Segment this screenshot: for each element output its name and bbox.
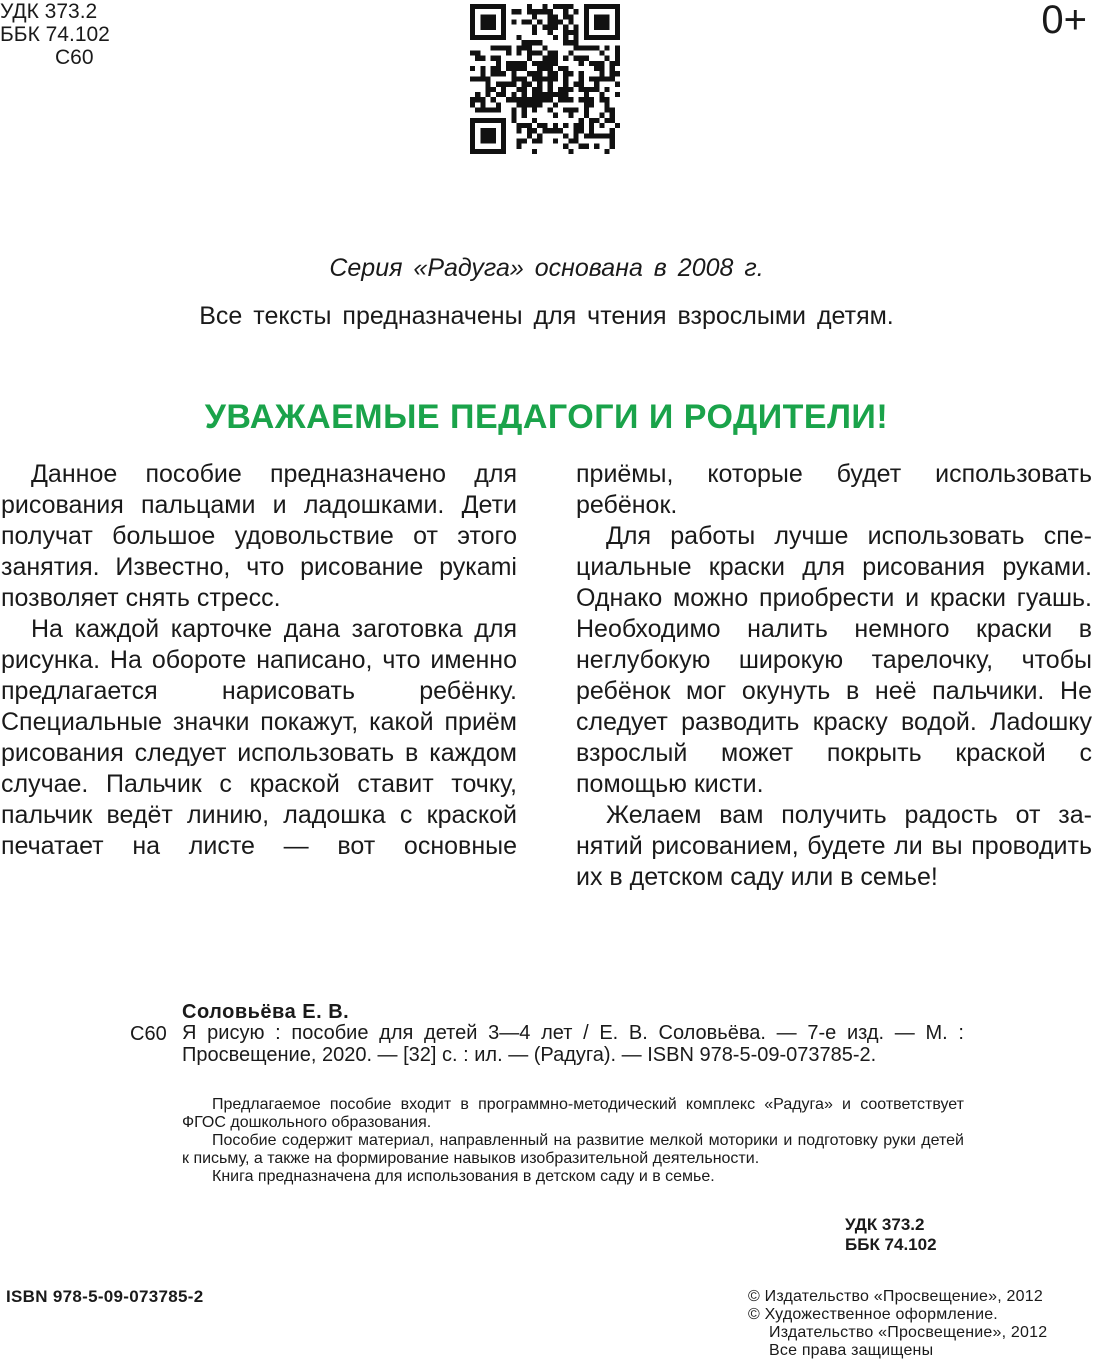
bbk-code: ББК 74.102: [0, 23, 110, 46]
body-column-left: [1, 459, 517, 862]
bib-note: Пособие содержит материал, направленный на развитие мелкой моторики и подготовку руки детей к письму, а также на формирование навыков изобразительной деятельности.: [182, 1132, 964, 1167]
copyright-line: © Художественное оформление.: [748, 1306, 998, 1323]
body-paragraph: приёмы, которые будет использовать ребёнок.: [576, 460, 1092, 519]
bib-note: Предлагаемое пособие входит в программно-методический комплекс «Радуга» и соответствует ФГОС дошкольного образования.: [182, 1096, 964, 1131]
body-column-right: [576, 459, 1092, 893]
bib-note: Книга предназначена для использования в детском саду и в семье.: [212, 1168, 715, 1185]
bib-entry-text: Я рисую : пособие для детей 3—4 лет / Е. В. Соловьёва. — 7-е изд. — М. : Просвещение, 2020. — [32] с. : ил. — (Радуга). — ISBN 978-5-09-073785-2.: [182, 1022, 964, 1066]
author-mark: С60: [55, 46, 94, 69]
copyright-block: [748, 1288, 1093, 1360]
page-heading: УВАЖАЕМЫЕ ПЕДАГОГИ И РОДИТЕЛИ!: [204, 398, 889, 436]
body-paragraph: На каждой карточке дана заготовка для рисунка. На обороте написано, что именно предлагается нарисовать ребёнку. Специальные значки покажут, какой приём рисования следует использовать в каждом случае. Пальчик с краской ставит точку, пальчик ведёт линию, ладошка с краской печатает на листе — вот основные: [1, 615, 517, 860]
bib-author-mark: С60: [130, 1023, 167, 1045]
bib-notes: [182, 1096, 964, 1186]
body-paragraph: Желаем вам получить радость от занятий рисованием, будете ли вы проводить их в детском саду или в семье!: [576, 801, 1092, 891]
qr-modules: [470, 4, 620, 154]
copyright-line: © Издательство «Просвещение», 2012: [748, 1288, 1043, 1305]
bib-udk: УДК 373.2: [845, 1215, 925, 1234]
qr-code-icon: [470, 4, 620, 154]
copyright-line: Издательство «Просвещение», 2012: [769, 1324, 1048, 1341]
copyright-line: Все права защищены: [769, 1342, 934, 1359]
bib-entry: [182, 1022, 964, 1066]
isbn: ISBN 978-5-09-073785-2: [6, 1287, 204, 1306]
series-line: Серия «Радуга» основана в 2008 г.: [329, 254, 764, 282]
body-paragraph: Для работы лучше использовать специальные краски для рисования руками. Однако можно приобрести и краски гуашь. Необходимо налить немного краски в неглубокую широкую тарелочку, чтобы ребёнок мог окунуть в неё пальчики. Не следует разводить краску водой. Лаdошку взрослый может покрыть краской с помощью кисти.: [576, 522, 1092, 798]
udk-code: УДК 373.2: [0, 0, 98, 23]
bib-bbk: ББК 74.102: [845, 1235, 937, 1254]
bib-author: Соловьёва Е. В.: [182, 1001, 350, 1023]
age-rating: 0+: [1041, 0, 1087, 42]
reading-note: Все тексты предназначены для чтения взрослыми детям.: [199, 302, 894, 330]
body-paragraph: Данное пособие предназначено для рисования пальцами и ладошками. Дети получат большое удовольствие от этого занятия. Известно, что рисование рукаmi позволяет снять стресс.: [1, 460, 517, 612]
